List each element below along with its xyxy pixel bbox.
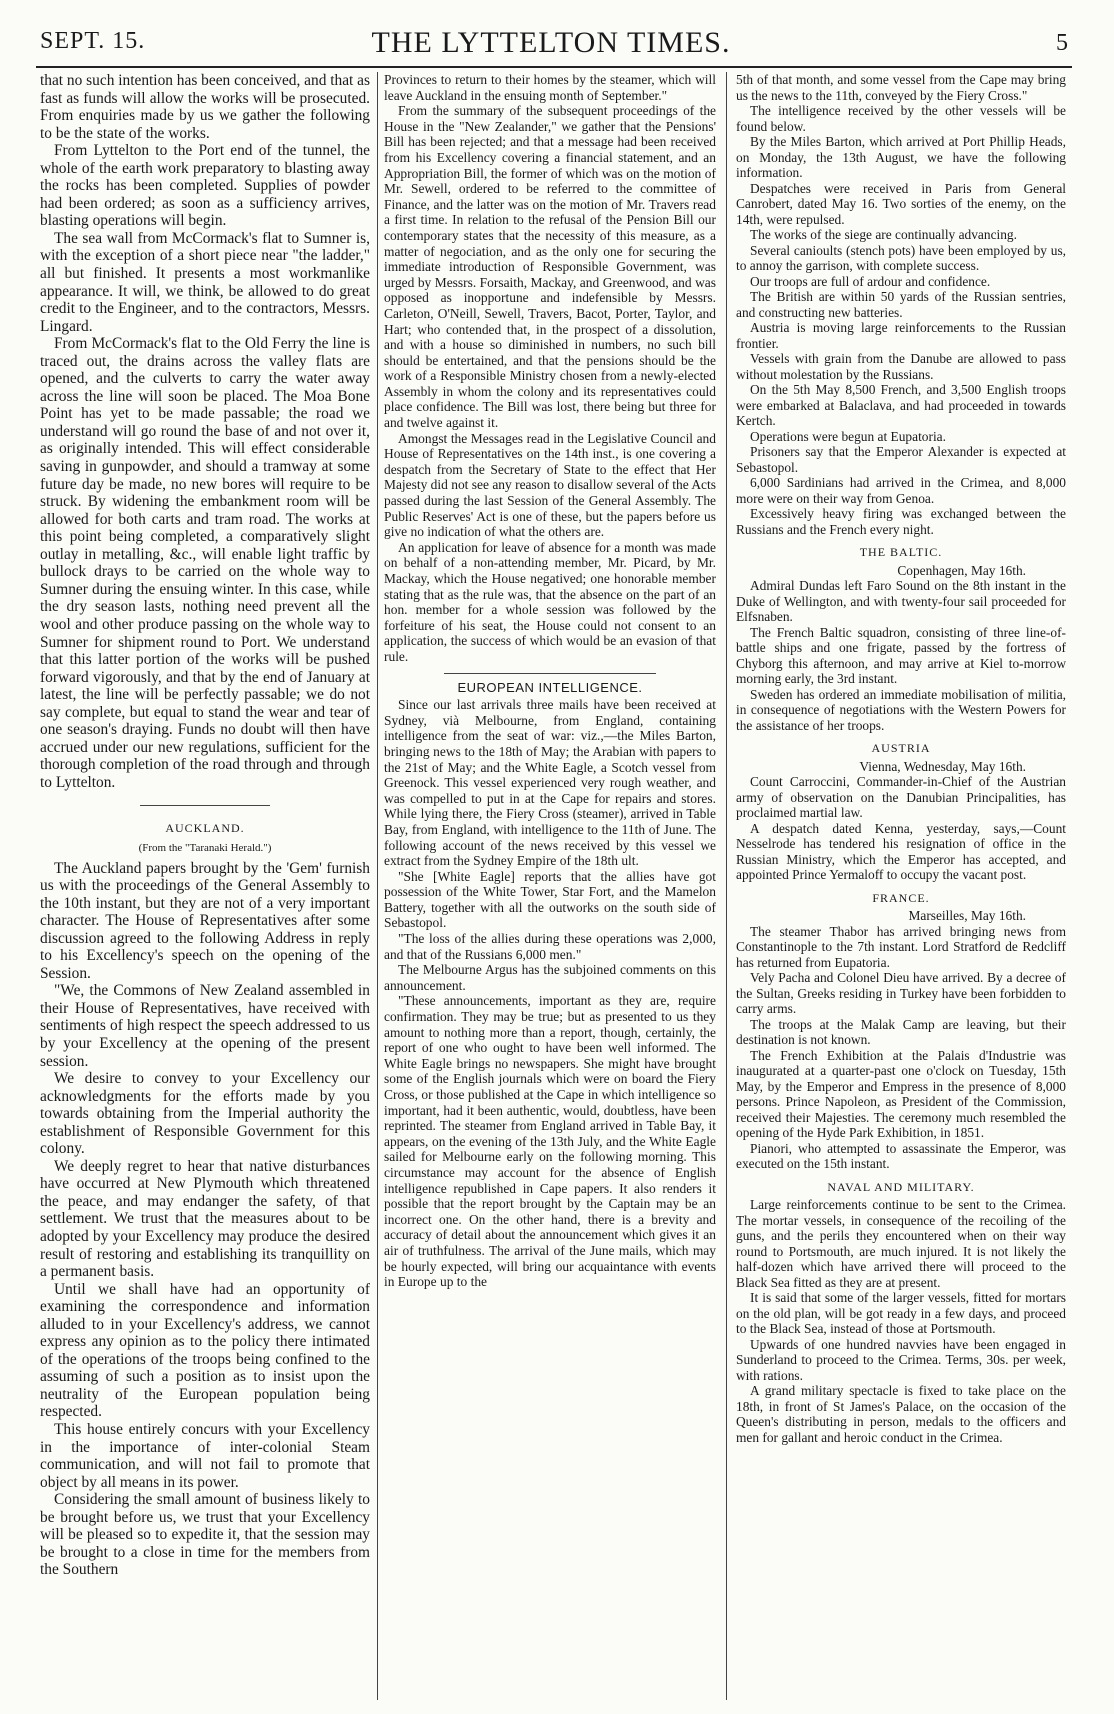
column-3 — [736, 72, 1066, 1706]
article-paragraph: Vely Pacha and Colonel Dieu have arrived. By a decree of the Sultan, Greeks residing in Turkey have been forbidden to carry arms. — [736, 970, 1066, 1016]
article-paragraph: The Auckland papers brought by the 'Gem' furnish us with the proceedings of the General Assembly to the 10th instant, but they are not of a very important character. The House of Representatives after some discussion agreed to the following Address in reply to his Excellency's speech on the opening of the Session. — [40, 859, 370, 982]
article-paragraph: The Melbourne Argus has the subjoined comments on this announcement. — [384, 962, 716, 993]
article-paragraph: The sea wall from McCormack's flat to Sumner is, with the exception of a short piece near "the ladder," all but finished. It presents a most workmanlike appearance. It will, we think, be allowed to do great credit to the Engineer, and to the contractors, Messrs. Lingard. — [40, 229, 370, 335]
article-paragraph: "We, the Commons of New Zealand assembled in their House of Representatives, have received with sentiments of high respect the speech addressed to us by your Excellency at the opening of the present session. — [40, 982, 370, 1070]
section-source: (From the "Taranaki Herald.") — [138, 841, 272, 854]
article-paragraph: "She [White Eagle] reports that the allies have got possession of the White Tower, Star Fort, and the Mamelon Battery, together with all the outworks on the south side of Sebastopol. — [384, 868, 716, 931]
article-paragraph: We deeply regret to hear that native disturbances have occurred at New Plymouth which threatened the peace, and may endanger the safety, of that settlement. We trust that the measures about to be adopted by your Excellency may produce the desired result of restoring and establishing its tranquillity on a permanent basis. — [40, 1157, 370, 1281]
article-paragraph: Our troops are full of ardour and confidence. — [750, 273, 991, 289]
column-1 — [40, 72, 370, 1706]
article-paragraph: This house entirely concurs with your Excellency in the importance of inter-colonial Steam communication, and will not fail to promote that object by all means in its power. — [40, 1421, 370, 1491]
section-rule — [140, 805, 270, 806]
dateline: Vienna, Wednesday, May 16th. — [859, 758, 1026, 774]
section-heading-naval-military: NAVAL AND MILITARY. — [827, 1179, 975, 1194]
section-heading-auckland: AUCKLAND. — [165, 821, 245, 836]
article-paragraph: From McCormack's flat to the Old Ferry the line is traced out, the drains across the valley flats are opened, and the culverts to carry the water away across the line will soon be placed. The Moa Bone Point has yet to be made passable; the road we understand will go round the base of and not over it, as originally intended. This will effect considerable saving in gunpowder, and should a tramway at some future day be made, no new bores will require to be struck. By widening the embankment room will be allowed for both carts and tram road. The works at this point being completed, a comparatively slight outlay in metalling, &c., will enable light traffic by bullock drays to be carried on the whole way to Sumner during the ensuing winter. In this case, while the dry season lasts, nothing need prevent all the wool and other produce passing on the whole way to Sumner for shipment round to Port. We understand that this latter portion of the works will be pushed forward vigorously, and that by the end of January at latest, the line will be perfectly passable; we do not say complete, but equal to stand the wear and tear of one season's draying. Funds no doubt will then have accrued under our new regulations, sufficient for the thorough completion of the road through and through to Lyttelton. — [40, 335, 370, 791]
section-rule — [444, 673, 656, 674]
article-paragraph: Admiral Dundas left Faro Sound on the 8th instant in the Duke of Wellington, and with twenty-four sail proceeded for Elfsnaben. — [736, 578, 1066, 624]
article-paragraph: Austria is moving large reinforcements to the Russian frontier. — [736, 320, 1066, 351]
section-heading-france: FRANCE. — [872, 890, 930, 905]
article-paragraph: Several canioults (stench pots) have been employed by us, to annoy the garrison, with complete success. — [736, 242, 1066, 273]
article-paragraph: Excessively heavy firing was exchanged between the Russians and the French every night. — [736, 506, 1066, 537]
article-paragraph: The French Exhibition at the Palais d'Industrie was inaugurated at a quarter-past one o'clock on Tuesday, 15th May, by the Emperor and Empress in the presence of 8,000 persons. Prince Napoleon, as President of the Commission, received their Majesties. The ceremony much resembled the opening of the Hyde Park Exhibition, in 1851. — [736, 1047, 1066, 1140]
issue-date: SEPT. 15. — [40, 28, 146, 54]
column-2 — [384, 72, 716, 1706]
article-paragraph: Operations were begun at Eupatoria. — [750, 428, 946, 444]
column-divider-2 — [726, 72, 727, 1700]
page-number: 5 — [1056, 30, 1068, 56]
article-paragraph: A grand military spectacle is fixed to take place on the 18th, in front of St James's Palace, on the occasion of the Queen's distributing in person, medals to the officers and men for gallant and heroic conduct in the Crimea. — [736, 1383, 1066, 1445]
article-paragraph: Count Carroccini, Commander-in-Chief of the Austrian army of observation on the Danubian Principalities, has proclaimed martial law. — [736, 774, 1066, 820]
section-heading-baltic: THE BALTIC. — [859, 545, 943, 559]
article-paragraph: The works of the siege are continually advancing. — [750, 227, 1017, 242]
article-paragraph: Until we shall have had an opportunity of examining the correspondence and information alluded to in your Excellency's address, we cannot express any opinion as to the policy there intimated of the operations of the troops being confined to the assuming of such a position as to insist upon the neutrality of the European population being respected. — [40, 1280, 370, 1421]
article-paragraph: 6,000 Sardinians had arrived in the Crimea, and 8,000 more were on their way from Genoa. — [736, 475, 1066, 506]
article-paragraph: Despatches were received in Paris from General Canrobert, dated May 16. Two sorties of the enemy, on the 14th, were repulsed. — [736, 180, 1066, 227]
section-heading-austria: AUSTRIA — [871, 741, 931, 755]
article-paragraph: that no such intention has been conceived, and that as fast as funds will allow the works will be prosecuted. From enquiries made by us we gather the following to be the state of the works. — [40, 72, 370, 142]
article-paragraph: Large reinforcements continue to be sent to the Crimea. The mortar vessels, in consequence of the recoiling of the guns, and the perils they encountered when on their way round to Portsmouth, are much injured. It is not likely the half-dozen which have arrived there will proceed to the Black Sea fitted as they are at present. — [736, 1197, 1066, 1290]
article-paragraph: Prisoners say that the Emperor Alexander is expected at Sebastopol. — [736, 444, 1066, 475]
article-paragraph: By the Miles Barton, which arrived at Port Phillip Heads, on Monday, the 13th August, we have the following information. — [736, 134, 1066, 180]
article-paragraph: From the summary of the subsequent proceedings of the House in the "New Zealander," we gather that the Pensions' Bill has been rejected; and that a message had been received from his Excellency covering a financial statement, and an Appropriation Bill, the former of which was on the motion of Mr. Sewell, ordered to be referred to the committee of Finance, and the latter was on the motion of Mr. Travers read a first time. In relation to the refusal of the Pension Bill our contemporary states that the necessity of this measure, as a matter of negociation, and as the only one for securing the immediate introduction of Responsible Government, was urged by Messrs. Forsaith, Mackay, and Greenwood, and was opposed as inopportune and indefensible by Messrs. Carleton, O'Neill, Sewell, Travers, Bacot, Porter, Taylor, and Hart; who contended that, in the prospect of a dissolution, and with a house so diminished in numbers, no such bill should be entertained, and that the pensions should be the work of a Responsible Ministry chosen from a newly-elected Assembly in whom the colony and its representatives could place confidence. The Bill was lost, there being but three for and twelve against it. — [384, 103, 716, 431]
article-paragraph: It is said that some of the larger vessels, fitted for mortars on the old plan, will be got ready in a few days, and proceed to the Black Sea, instead of those at Portsmouth. — [736, 1290, 1066, 1336]
article-paragraph: Amongst the Messages read in the Legislative Council and House of Representatives on the 14th inst., is one covering a despatch from the Secretary of State to the effect that Her Majesty did not see any reason to disallow several of the Acts passed during the last Session of the General Assembly. The Public Reserves' Act is one of these, but the papers before us give no indication of what the others are. — [384, 430, 716, 540]
article-paragraph: Considering the small amount of business likely to be brought before us, we trust that your Excellency will be pleased so to expedite it, that the session may be brought to a close in time for the members from the Southern — [40, 1491, 370, 1579]
article-paragraph: Since our last arrivals three mails have been received at Sydney, vià Melbourne, from England, containing intelligence from the seat of war: viz.,—the Miles Barton, bringing news to the 18th of May; the Arabian with papers to the 21st of May; and the White Eagle, a Scotch vessel from Greenock. This vessel experienced very rough weather, and was compelled to put in at the Cape for repairs and stores. While lying there, the Fiery Cross (steamer), arrived in Table Bay, from England, with intelligence to the 11th of June. The following account of the news received by this vessel we extract from the Sydney Empire of the 18th ult. — [384, 697, 716, 869]
article-paragraph: Provinces to return to their homes by the steamer, which will leave Auckland in the ensuing month of September." — [384, 72, 716, 103]
section-heading-european-intelligence: EUROPEAN INTELLIGENCE. — [457, 679, 643, 695]
article-paragraph: From Lyttelton to the Port end of the tunnel, the whole of the earth work preparatory to blasting away the rocks has been completed. Supplies of powder had been ordered; as soon as a sufficiency arrives, blasting operations will begin. — [40, 142, 370, 230]
article-paragraph: "These announcements, important as they are, require confirmation. They may be true; but as presented to us they amount to nothing more than a report, though, certainly, the report of one who ought to have been well informed. The White Eagle brings no newspapers. She might have brought some of the English journals which were on board the Fiery Cross, or those published at the Cape in which intelligence so important, had it been authentic, would, doubtless, have been reprinted. The steamer from England arrived in Table Bay, it appears, on the evening of the 13th July, and the White Eagle sailed for Melbourne early on the following morning. This circumstance may account for the absence of English intelligence republished in Cape papers. It also renders it possible that the report brought by the Captain may be an incorrect one. On the other hand, there is a brevity and accuracy of detail about the announcement which gives it an air of truthfulness. The arrival of the June mails, which may be hourly expected, will bring our acquaintance with events in Europe up to the — [384, 993, 716, 1290]
article-paragraph: Pianori, who attempted to assassinate the Emperor, was executed on the 15th instant. — [736, 1140, 1066, 1171]
article-paragraph: Sweden has ordered an immediate mobilisation of militia, in consequence of negotiations with the Western Powers for the assistance of her troops. — [736, 686, 1066, 733]
dateline: Copenhagen, May 16th. — [897, 562, 1026, 578]
article-paragraph: Upwards of one hundred navvies have been engaged in Sunderland to proceed to the Crimea. Terms, 30s. per week, with rations. — [736, 1336, 1066, 1383]
dateline: Marseilles, May 16th. — [908, 908, 1026, 923]
article-paragraph: The troops at the Malak Camp are leaving, but their destination is not known. — [736, 1016, 1066, 1047]
article-paragraph: 5th of that month, and some vessel from the Cape may bring us the news to the 11th, conveyed by the Fiery Cross." — [736, 72, 1066, 103]
newspaper-title: THE LYTTELTON TIMES. — [371, 26, 731, 59]
article-paragraph: We desire to convey to your Excellency our acknowledgments for the efforts made by you towards obtaining from the Imperial authority the establishment of Responsible Government for this colony. — [40, 1070, 370, 1158]
article-paragraph: The intelligence received by the other vessels will be found below. — [736, 103, 1066, 134]
column-divider-1 — [377, 72, 378, 1700]
article-paragraph: On the 5th May 8,500 French, and 3,500 English troops were embarked at Balaclava, and had proceeded in towards Kertch. — [736, 382, 1066, 428]
article-paragraph: Vessels with grain from the Danube are allowed to pass without molestation by the Russians. — [736, 351, 1066, 382]
article-paragraph: The British are within 50 yards of the Russian sentries, and constructing new batteries. — [736, 289, 1066, 320]
masthead-rule — [36, 66, 1072, 68]
article-paragraph: An application for leave of absence for a month was made on behalf of a non-attending member, Mr. Picard, by Mr. Mackay, which the House negatived; one honorable member stating that as the rule was, that the absence on the part of an hon. member for a whole session was followed by the forfeiture of his seat, the House could not consent to an application, the success of which would be an evasion of that rule. — [384, 539, 716, 664]
article-paragraph: The French Baltic squadron, consisting of three line-of-battle ships and one frigate, passed by the fortress of Chyborg this afternoon, and may arrive at Kiel to-morrow morning early, the 3rd instant. — [736, 624, 1066, 686]
article-paragraph: The steamer Thabor has arrived bringing news from Constantinople to the 7th instant. Lord Stratford de Redcliff has returned from Eupatoria. — [736, 923, 1066, 970]
masthead — [28, 24, 1074, 64]
article-paragraph: "The loss of the allies during these operations was 2,000, and that of the Russians 6,000 men." — [384, 931, 716, 962]
article-paragraph: A despatch dated Kenna, yesterday, says,—Count Nesselrode has tendered his resignation of office in the Russian Ministry, which the Emperor has accepted, and appointed Prince Yermaloff to occupy the vacant post. — [736, 820, 1066, 882]
